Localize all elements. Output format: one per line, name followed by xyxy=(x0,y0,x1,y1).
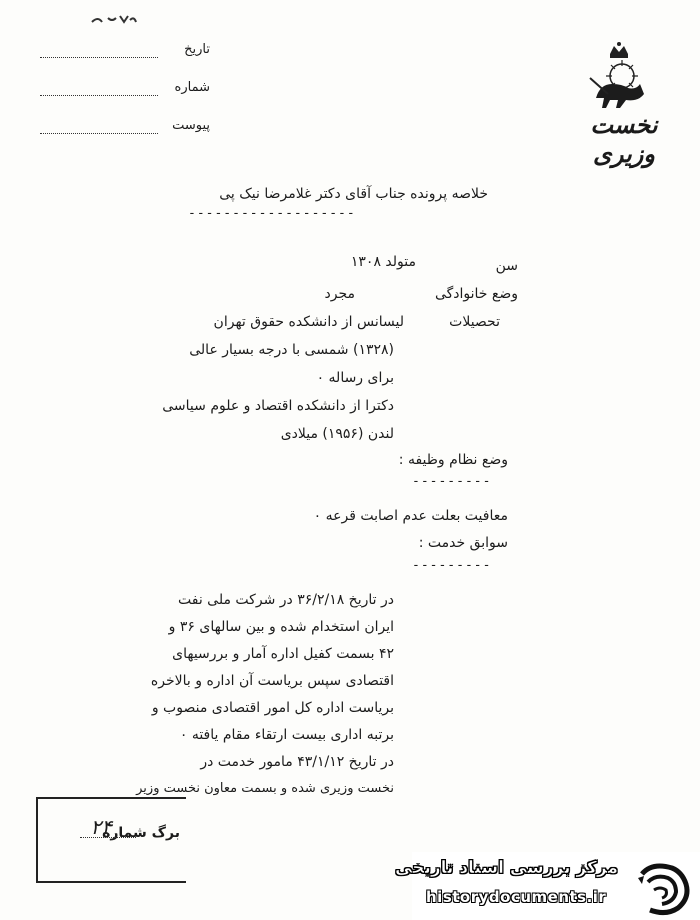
education-label: تحصیلات xyxy=(449,314,500,330)
header-dotted-line xyxy=(40,95,158,96)
stamp-number: ۲۴ xyxy=(90,815,112,839)
header-dotted-line xyxy=(40,133,158,134)
watermark-band xyxy=(395,852,700,920)
age-value: متولد ۱۳۰۸ xyxy=(350,254,416,270)
header-date-label: تاریخ xyxy=(184,42,210,57)
page-number-stamp xyxy=(36,797,186,883)
education-line: لیسانس از دانشکده حقوق تهران xyxy=(213,314,404,330)
military-service-label: وضع نظام وظیفه : xyxy=(398,452,508,468)
education-line: (۱۳۲۸) شمسی با درجه بسیار عالی xyxy=(189,342,394,358)
military-service-underline: --------- xyxy=(412,474,492,489)
header-field-attachment xyxy=(40,118,210,138)
archive-scroll-logo-icon xyxy=(632,860,690,916)
education-line: دکترا از دانشکده اقتصاد و علوم سیاسی xyxy=(162,398,394,414)
header-field-number xyxy=(40,80,210,100)
service-record-line: ۴۲ بسمت کفیل اداره آمار و بررسیهای xyxy=(172,646,394,662)
watermark-org-name: مرکز بررسی اسناد تاریخی xyxy=(395,858,618,878)
lion-and-sun-emblem-icon xyxy=(588,38,650,110)
age-label: سن xyxy=(495,258,518,274)
service-record-line: نخست وزیری شده و بسمت معاون نخست وزیر xyxy=(136,781,394,796)
service-record-line: ایران استخدام شده و بین سالهای ۳۶ و xyxy=(168,619,394,635)
document-title: خلاصه پرونده جناب آقای دکتر غلامرضا نیک پی xyxy=(219,186,488,202)
watermark-url: historydocuments.ir xyxy=(426,888,607,906)
service-record-line: برتبه اداری بیست ارتقاء مقام یافته ۰ xyxy=(179,727,394,743)
education-line: لندن (۱۹۵۶) میلادی xyxy=(280,426,394,442)
family-status-label: وضع خانوادگی xyxy=(434,286,518,302)
ministry-logo-text: نخست وزیری xyxy=(590,110,658,168)
service-record-line: اقتصادی سپس بریاست آن اداره و بالاخره xyxy=(150,673,394,689)
family-status-value: مجرد xyxy=(324,286,355,302)
service-record-line: در تاریخ ۳۶/۲/۱۸ در شرکت ملی نفت xyxy=(178,592,394,608)
header-dotted-line xyxy=(40,57,158,58)
title-underline: ------------------- xyxy=(188,206,356,221)
service-record-line: بریاست اداره کل امور اقتصادی منصوب و xyxy=(151,700,394,716)
education-line: برای رساله ۰ xyxy=(316,370,394,386)
header-attachment-label: پیوست xyxy=(172,118,210,133)
service-record-underline: --------- xyxy=(412,558,492,573)
service-record-line: در تاریخ ۴۳/۱/۱۲ مامور خدمت در xyxy=(200,754,394,770)
header-field-date xyxy=(40,42,210,62)
stamp-label: برگ شماره xyxy=(102,825,180,841)
military-service-value: معافیت بعلت عدم اصابت قرعه ۰ xyxy=(313,508,508,524)
stamp-dotted-line xyxy=(80,837,136,838)
header-number-label: شماره xyxy=(174,80,210,95)
corner-scribble xyxy=(90,12,138,28)
service-record-label: سوابق خدمت : xyxy=(418,535,508,551)
